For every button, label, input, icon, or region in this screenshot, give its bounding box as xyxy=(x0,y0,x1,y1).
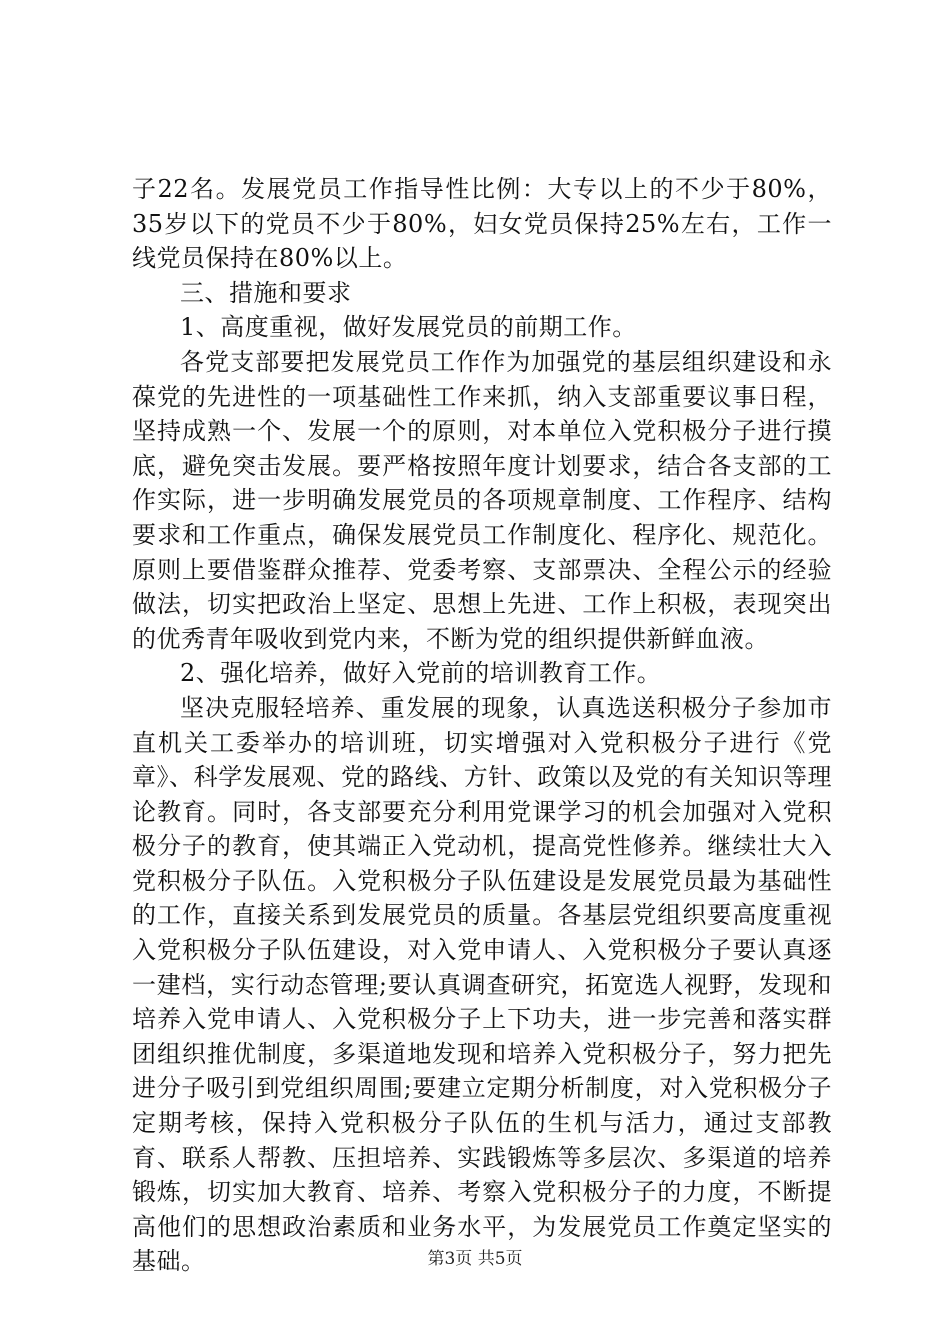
section-heading-measures: 三、措施和要求 xyxy=(180,278,352,307)
subheading-1: 1、高度重视，做好发展党员的前期工作。 xyxy=(180,313,637,342)
paragraph-1: 各党支部要把发展党员工作作为加强党的基层组织建设和永葆党的先进性的一项基础性工作来抓，纳入支部重要议事日程，坚持成熟一个、发展一个的原则，对本单位入党积极分子进行摸底，避免突击发展。要严格按照年度计划要求，结合各支部的工作实际，进一步明确发展党员的各项规章制度、工作程序、结构要求和工作重点，确保发展党员工作制度化、程序化、规范化。原则上要借鉴群众推荐、党委考察、支部票决、全程公示的经验做法，切实把政治上坚定、思想上先进、工作上积极，表现突出的优秀青年吸收到党内来，不断为党的组织提供新鲜血液。 xyxy=(132,347,832,653)
subheading-2: 2、强化培养，做好入党前的培训教育工作。 xyxy=(180,659,662,688)
paragraph-continuation: 子22名。发展党员工作指导性比例：大专以上的不少于80%，35岁以下的党员不少于80%，妇女党员保持25%左右，工作一线党员保持在80%以上。 xyxy=(132,175,832,273)
paragraph-2: 坚决克服轻培养、重发展的现象，认真选送积极分子参加市直机关工委举办的培训班，切实增强对入党积极分子进行《党章》、科学发展观、党的路线、方针、政策以及党的有关知识等理论教育。同时，各支部要充分利用党课学习的机会加强对入党积极分子的教育，使其端正入党动机，提高党性修养。继续壮大入党积极分子队伍。入党积极分子队伍建设是发展党员最为基础性的工作，直接关系到发展党员的质量。各基层党组织要高度重视入党积极分子队伍建设，对入党申请人、入党积极分子要认真逐一建档，实行动态管理;要认真调查研究，拓宽选人视野，发现和培养入党申请人、入党积极分子上下功夫，进一步完善和落实群团组织推优制度，多渠道地发现和培养入党积极分子，努力把先进分子吸引到党组织周围;要建立定期分析制度，对入党积极分子定期考核，保持入党积极分子队伍的生机与活力，通过支部教育、联系人帮教、压担培养、实践锻炼等多层次、多渠道的培养锻炼，切实加大教育、培养、考察入党积极分子的力度，不断提高他们的思想政治素质和业务水平，为发展党员工作奠定坚实的基础。 xyxy=(132,693,832,1276)
page-number-footer: 第3页 共5页 xyxy=(427,1249,523,1269)
document-body xyxy=(132,172,832,1279)
